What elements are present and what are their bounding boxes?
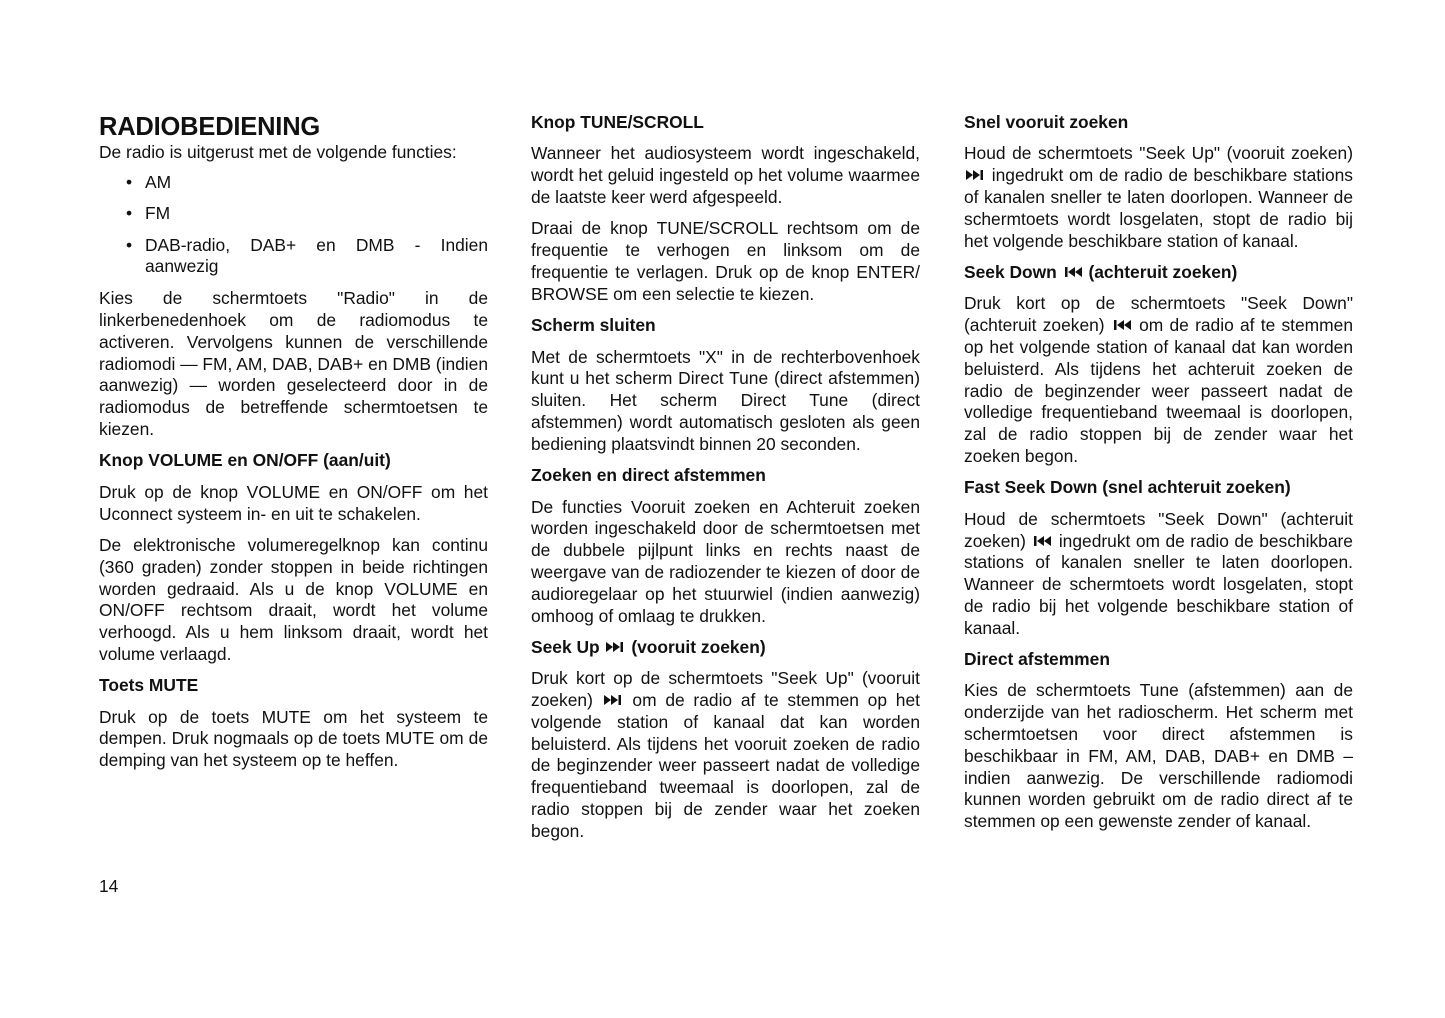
intro-text: De radio is uitgerust met de volgende functies: bbox=[99, 142, 457, 162]
fast-seek-up-text-b: ingedrukt om de radio de beschikbare stations of kanalen sneller te laten doorlopen. Wanneer de schermtoets wordt losgelaten, stopt de radio bij het volgende beschikbare station of kanaal. bbox=[964, 165, 1353, 251]
search-tune-heading: Zoeken en direct afstemmen bbox=[531, 465, 766, 486]
fast-seek-down-paragraph bbox=[964, 509, 1353, 640]
volume-paragraph-2: De elektronische volumeregelknop kan continu (360 graden) zonder stoppen in beide richtingen worden gedraaid. Als u de knop VOLUME en ON/OFF rechtsom draait, wordt het volume verhoogd. Als u hem linksom draait, wordt het volume verlaagd. bbox=[99, 534, 488, 664]
feature-list bbox=[99, 172, 488, 278]
search-tune-paragraph: De functies Vooruit zoeken en Achteruit zoeken worden ingeschakeld door de schermtoetsen met de dubbele pijlpunt links en rechts naast de weergave van de radiozender te kiezen of door de audioregelaar op het stuurwiel (indien aanwezig) omhoog of omlaag te drukken. bbox=[531, 496, 920, 626]
seek-down-heading bbox=[964, 262, 1353, 284]
seek-up-heading-label: Seek Up bbox=[531, 636, 600, 657]
list-item bbox=[99, 172, 488, 194]
tune-paragraph-1: Wanneer het audiosysteem wordt ingeschakeld, wordt het geluid ingesteld op het volume waarmee de laatste keer werd afgespeeld. bbox=[531, 143, 920, 207]
seek-up-icon bbox=[605, 641, 625, 653]
fast-seek-down-heading: Fast Seek Down (snel achteruit zoeken) bbox=[964, 477, 1291, 498]
seek-up-heading-suffix: (vooruit zoeken) bbox=[631, 636, 766, 657]
list-item-label: DAB-radio, DAB+ en DMB - Indien aanwezig bbox=[145, 234, 488, 277]
seek-up-paragraph bbox=[531, 668, 920, 842]
fast-seek-up-heading: Snel vooruit zoeken bbox=[964, 112, 1129, 132]
seek-up-icon bbox=[603, 694, 623, 706]
close-screen-heading: Scherm sluiten bbox=[531, 315, 656, 336]
seek-down-icon bbox=[1032, 535, 1052, 547]
mute-heading: Toets MUTE bbox=[99, 675, 199, 696]
list-item bbox=[99, 203, 488, 225]
seek-down-icon bbox=[1063, 266, 1083, 278]
bullet-icon: • bbox=[126, 171, 133, 192]
bullet-icon: • bbox=[126, 234, 133, 255]
mute-paragraph: Druk op de toets MUTE om het systeem te dempen. Druk nogmaals op de toets MUTE om de demping van het systeem op te heffen. bbox=[99, 706, 488, 771]
fast-seek-up-text-a: Houd de schermtoets "Seek Up" (vooruit zoeken) bbox=[964, 143, 1353, 164]
fast-seek-down-text-b: ingedrukt om de radio de beschikbare stations of kanalen sneller te laten doorlopen. Wanneer de schermtoets wordt losgelaten, stopt de radio bij het volgende beschikbare station of kanaal. bbox=[964, 530, 1353, 638]
seek-down-heading-label: Seek Down bbox=[964, 261, 1057, 282]
seek-up-icon bbox=[965, 169, 985, 181]
column-1 bbox=[99, 112, 488, 782]
fast-seek-up-paragraph bbox=[964, 143, 1353, 252]
tune-scroll-heading: Knop TUNE/SCROLL bbox=[531, 112, 704, 132]
tune-paragraph-2: Draai de knop TUNE/SCROLL rechtsom om de frequentie te verhogen en linksom om de frequentie te verlagen. Druk op de knop ENTER/ BROWSE om een selectie te kiezen. bbox=[531, 218, 920, 304]
seek-down-paragraph bbox=[964, 293, 1353, 467]
column-3 bbox=[964, 112, 1353, 843]
page-title: RADIOBEDIENING bbox=[99, 113, 321, 141]
page-number: 14 bbox=[99, 876, 119, 896]
seek-down-text-a: Druk kort op de schermtoets "Seek Down" (achteruit zoeken) bbox=[964, 293, 1353, 336]
volume-heading: Knop VOLUME en ON/OFF (aan/uit) bbox=[99, 450, 391, 471]
seek-down-heading-suffix: (achteruit zoeken) bbox=[1088, 261, 1238, 282]
seek-up-text-b: om de radio af te stemmen op het volgende station of kanaal dat kan worden beluisterd. Als tijdens het vooruit zoeken de radio de beginzender weer passeert nadat de volledige frequentieband tweemaal is doorlopen, zal de radio stoppen bij de zender waar het zoeken begon. bbox=[531, 690, 920, 841]
direct-tune-paragraph: Kies de schermtoets Tune (afstemmen) aan de onderzijde van het radioscherm. Het scherm met schermtoetsen voor direct afstemmen is beschikbaar in FM, AM, DAB, DAB+ en DMB – indien aanwezig. De verschillende radiomodi kunnen worden gebruikt om de radio direct af te stemmen op een gewenste zender of kanaal. bbox=[964, 680, 1353, 832]
list-item bbox=[99, 235, 488, 279]
fast-seek-down-text-a: Houd de schermtoets "Seek Down" (achteruit zoeken) bbox=[964, 508, 1353, 551]
column-2 bbox=[531, 112, 920, 852]
list-item-label: AM bbox=[145, 171, 172, 192]
seek-up-text-a: Druk kort op de schermtoets "Seek Up" (vooruit zoeken) bbox=[531, 668, 920, 711]
volume-paragraph-1: Druk op de knop VOLUME en ON/OFF om het Uconnect systeem in- en uit te schakelen. bbox=[99, 481, 488, 524]
seek-down-icon bbox=[1112, 319, 1132, 331]
seek-down-text-b: om de radio af te stemmen op het volgende station of kanaal dat kan worden beluisterd. Als tijdens het achteruit zoeken de radio de beginzender weer passeert nadat de volledige frequentieband tweemaal is doorlopen, zal de radio stoppen bij de zender waar het zoeken begon. bbox=[964, 315, 1353, 466]
radio-mode-paragraph: Kies de schermtoets "Radio" in de linkerbenedenhoek om de radiomodus te activeren. Vervolgens kunnen de verschillende radiomodi — FM, AM, DAB, DAB+ en DMB (indien aanwezig) — worden geselecteerd door in de radiomodus de betreffende schermtoetsen te kiezen. bbox=[99, 288, 489, 439]
bullet-icon: • bbox=[126, 203, 133, 224]
list-item-label: FM bbox=[145, 203, 171, 224]
direct-tune-heading: Direct afstemmen bbox=[964, 649, 1110, 670]
seek-up-heading bbox=[531, 637, 920, 659]
close-screen-paragraph: Met de schermtoets "X" in de rechterbovenhoek kunt u het scherm Direct Tune (direct afstemmen) sluiten. Het scherm Direct Tune (direct afstemmen) wordt automatisch gesloten als geen bediening plaatsvindt binnen 20 seconden. bbox=[531, 346, 920, 454]
